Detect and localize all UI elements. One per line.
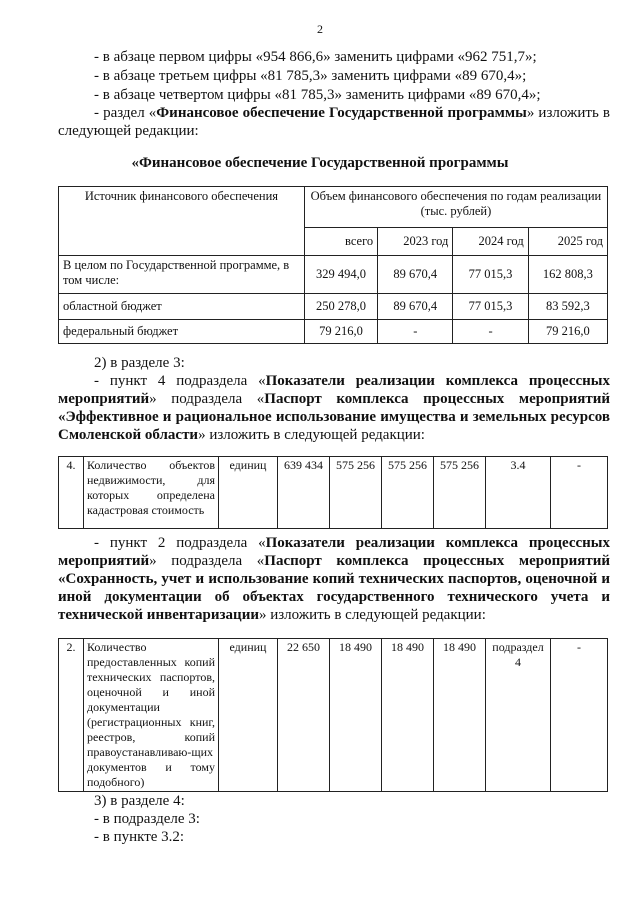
row-number: 4. xyxy=(59,457,84,529)
cell-value: - xyxy=(453,320,528,344)
table-row xyxy=(59,294,608,320)
cell-value: 162 808,3 xyxy=(528,256,607,294)
table-row xyxy=(59,639,608,792)
source-header: Источник финансового обеспечения xyxy=(59,187,305,256)
unit: единиц xyxy=(219,639,278,792)
last-cell: - xyxy=(551,639,608,792)
last-cell: - xyxy=(551,457,608,529)
cell-value: 89 670,4 xyxy=(378,256,453,294)
finance-table xyxy=(58,186,608,344)
reference: подраздел 4 xyxy=(486,639,551,792)
intro-line-2: - в абзаце третьем цифры «81 785,3» заменить цифрами «89 670,4»; xyxy=(94,68,527,84)
cell-value: 639 434 xyxy=(278,457,330,529)
cell-value: 18 490 xyxy=(434,639,486,792)
table-row xyxy=(59,457,608,529)
section3-line: 2) в разделе 3: xyxy=(94,355,185,371)
point4-paragraph: - пункт 4 подраздела «Показатели реализации комплекса процессных мероприятий» подраздела «Паспорт комплекса процессных мероприятий «Эффективное и рациональное использование имущества и земельных ресурсов Смоленской области» изложить в следующей редакции: xyxy=(58,373,611,443)
cell-value: 79 216,0 xyxy=(304,320,377,344)
col-header-2023: 2023 год xyxy=(378,228,453,256)
cell-value: - xyxy=(378,320,453,344)
table-row xyxy=(59,320,608,344)
cell-value: 18 490 xyxy=(382,639,434,792)
indicator-name: Количество объектов недвижимости, для которых определена кадастровая стоимость xyxy=(84,457,219,529)
section-replace-line: - раздел «Финансовое обеспечение Государственной программы» изложить в следующей редакции: xyxy=(58,105,610,139)
cell-value: 79 216,0 xyxy=(528,320,607,344)
col-header-2025: 2025 год xyxy=(528,228,607,256)
row-number: 2. xyxy=(59,639,84,792)
cell-value: 575 256 xyxy=(434,457,486,529)
indicator-name: Количество предоставленных копий технических паспортов, оценочной и иной документации (регистрационных книг, реестров, копий правоустанавливаю-щих документов и тому подобного) xyxy=(84,639,219,792)
row-label: В целом по Государственной программе, в том числе: xyxy=(59,256,305,294)
point2-paragraph: - пункт 2 подраздела «Показатели реализации комплекса процессных мероприятий» подраздела «Паспорт комплекса процессных мероприятий «Сохранность, учет и использование копий технических паспортов, оценочной и иной документации об объектах государственного технического учета и технической инвентаризации» изложить в следующей редакции: xyxy=(58,535,611,623)
cell-value: 575 256 xyxy=(330,457,382,529)
table-row xyxy=(59,256,608,294)
unit: единиц xyxy=(219,457,278,529)
cell-value: 22 650 xyxy=(278,639,330,792)
cell-value: 77 015,3 xyxy=(453,294,528,320)
col-header-2024: 2024 год xyxy=(453,228,528,256)
point32-line: - в пункте 3.2: xyxy=(94,829,185,845)
row-label: областной бюджет xyxy=(59,294,305,320)
col-header-total: всего xyxy=(304,228,377,256)
cell-value: 77 015,3 xyxy=(453,256,528,294)
cell-value: 329 494,0 xyxy=(304,256,377,294)
indicator-table-2 xyxy=(58,638,608,792)
page-number: 2 xyxy=(317,22,323,36)
section4-line: 3) в разделе 4: xyxy=(94,793,185,809)
indicator-table-1 xyxy=(58,456,608,529)
intro-line-1: - в абзаце первом цифры «954 866,6» заменить цифрами «962 751,7»; xyxy=(94,49,537,65)
volume-header: Объем финансового обеспечения по годам реализации (тыс. рублей) xyxy=(304,187,607,228)
cell-value: 575 256 xyxy=(382,457,434,529)
cell-value: 89 670,4 xyxy=(378,294,453,320)
row-label: федеральный бюджет xyxy=(59,320,305,344)
finance-heading: «Финансовое обеспечение Государственной программы xyxy=(131,155,509,171)
cell-value: 83 592,3 xyxy=(528,294,607,320)
cell-value: 250 278,0 xyxy=(304,294,377,320)
cell-value: 18 490 xyxy=(330,639,382,792)
subsection3-line: - в подразделе 3: xyxy=(94,811,200,827)
reference: 3.4 xyxy=(486,457,551,529)
intro-line-3: - в абзаце четвертом цифры «81 785,3» заменить цифрами «89 670,4»; xyxy=(94,87,541,103)
